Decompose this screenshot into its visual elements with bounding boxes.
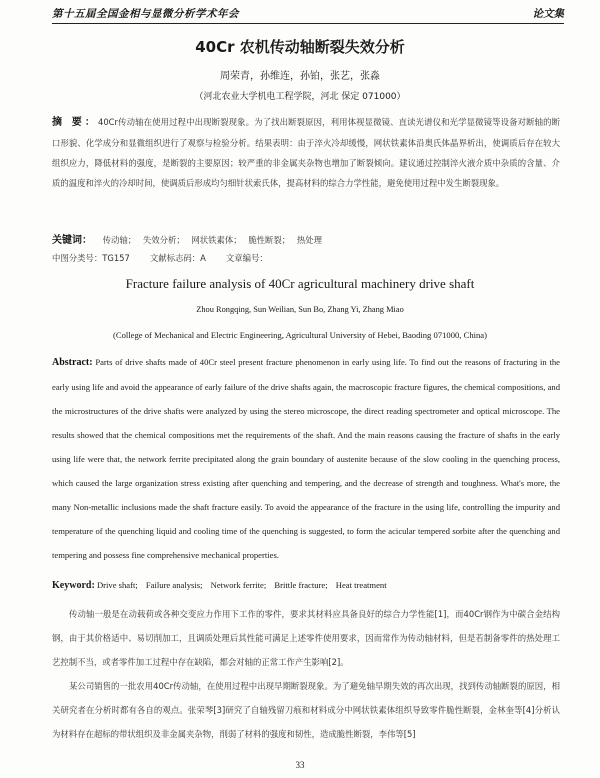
english-abstract [52, 350, 560, 567]
chinese-keyword: 传动轴； [102, 235, 137, 245]
chinese-keyword: 网状铁素体； [191, 235, 242, 245]
body-text [52, 602, 560, 746]
chinese-authors: 周荣青，孙维连，孙铂，张艺，张淼 [220, 71, 380, 82]
english-keyword: Network ferrite; [210, 580, 267, 590]
article-number: 文章编号： [225, 253, 268, 263]
body-paragraph: 传动轴一般是在动载荷或各种交变应力作用下工作的零件，要求其材料应具备良好的综合力学性能[1]，而40Cr钢作为中碳合金结构钢，由于其价格适中、易切削加工，且调质处理后其性能可满足上述零件使用要求，因而常作为传动轴材料，但是若制备零件的热处理工艺控制不当，或者零件加工过程中存在缺陷，都会对轴的正常工作产生影响[2]。 [52, 609, 560, 667]
english-keyword: Brittle fracture; [274, 580, 328, 590]
clc-number: 中图分类号：TG157 [52, 253, 130, 263]
document-code: 文献标志码：A [149, 253, 206, 263]
body-paragraph: 某公司销售的一批农用40Cr传动轴，在使用过程中出现早期断裂现象。为了避免轴早期失效的再次出现，找到传动轴断裂的原因，相关研究者在分析时都有各自的观点。张荣琴[3]研究了自轴残留刀痕和材料成分中网状铁素体组织导致零件脆性断裂，金林奎等[4]分析认为材料存在超标的带状组织及非金属夹杂物，削弱了材料的强度和韧性，造成脆性断裂，李伟等[5] [52, 681, 560, 739]
english-title: Fracture failure analysis of 40Cr agricultural machinery drive shaft [125, 276, 475, 291]
english-keywords-label: Keyword: [52, 580, 95, 591]
chinese-keyword: 失效分析； [142, 235, 185, 245]
chinese-keyword: 脆性断裂； [248, 235, 291, 245]
chinese-title: 40Cr 农机传动轴断裂失效分析 [195, 38, 405, 56]
english-affiliation: (College of Mechanical and Electric Engineering, Agricultural University of Hebei, Baoding 071000, China) [113, 330, 487, 340]
classification-line [52, 252, 560, 264]
english-abstract-text: Parts of drive shafts made of 40Cr steel present fracture phenomenon in early using life. To find out the reasons of fracturing in the early using life and avoid the appearance of early failure of the drive shafts again, the macroscopic fracture figures, the chemical compositions, and the microstructures of the drive shafts were analyzed by using the stereo microscope, the direct reading spectrometer and optical microscope. The results showed that the chemical compositions met the requirements of the shaft. And the main reasons causing the fracture of shafts in the early using life were that, the network ferrite precipitated along the grain boundary of austenite because of the slow cooling in the quenching process, which caused the large organization stress existing after quenching and tempering, and the decrease of strength and toughness. What's more, the many Non-metallic inclusions made the shaft fracture easily. To avoid the appearance of the fracture in the using life, controlling the impurity and temperature of the quenching liquid and cooling time of the quenching is suggested, to form the acicular tempered sorbite after the quenching and tempering and possess fine comprehensive mechanical properties. [52, 357, 560, 560]
english-authors: Zhou Rongqing, Sun Weilian, Sun Bo, Zhang Yi, Zhang Miao [196, 305, 404, 314]
chinese-keywords-label: 关键词： [52, 235, 92, 246]
chinese-abstract-label: 摘 要： [52, 117, 98, 128]
running-header [52, 6, 564, 24]
english-keyword: Failure analysis; [145, 580, 203, 590]
english-keywords [52, 580, 560, 591]
chinese-keyword: 热处理 [296, 235, 322, 245]
proceedings-label: 论文集 [532, 8, 564, 20]
chinese-abstract-text: 40Cr传动轴在使用过程中出现断裂现象。为了找出断裂原因，利用体视显微镜、直读光谱仪和光学显微镜等设备对断轴的断口形貌、化学成分和显微组织进行了观察与检验分析。结果表明：由于淬火冷却缓慢，网状铁素体沿奥氏体晶界析出，使调质后存在较大组织应力，降低材料的强度，是断裂的主要原因；较严重的非金属夹杂物也增加了断裂倾向。建议通过控制淬火液介质中杂质的含量、介质的温度和淬火的冷却时间，使调质后形成均匀细针状索氏体，提高材料的综合力学性能，避免使用过程中发生断裂现象。 [52, 117, 561, 188]
english-abstract-label: Abstract: [52, 357, 93, 368]
chinese-affiliation: （河北农业大学机电工程学院，河北 保定 071000） [194, 92, 406, 102]
conference-name: 第十五届全国金相与显微分析学术年会 [52, 8, 239, 20]
chinese-keywords [52, 231, 560, 246]
chinese-abstract [52, 112, 560, 193]
english-keyword: Drive shaft; [96, 580, 138, 590]
page-number: 33 [295, 760, 305, 770]
english-keyword: Heat treatment [335, 580, 387, 590]
